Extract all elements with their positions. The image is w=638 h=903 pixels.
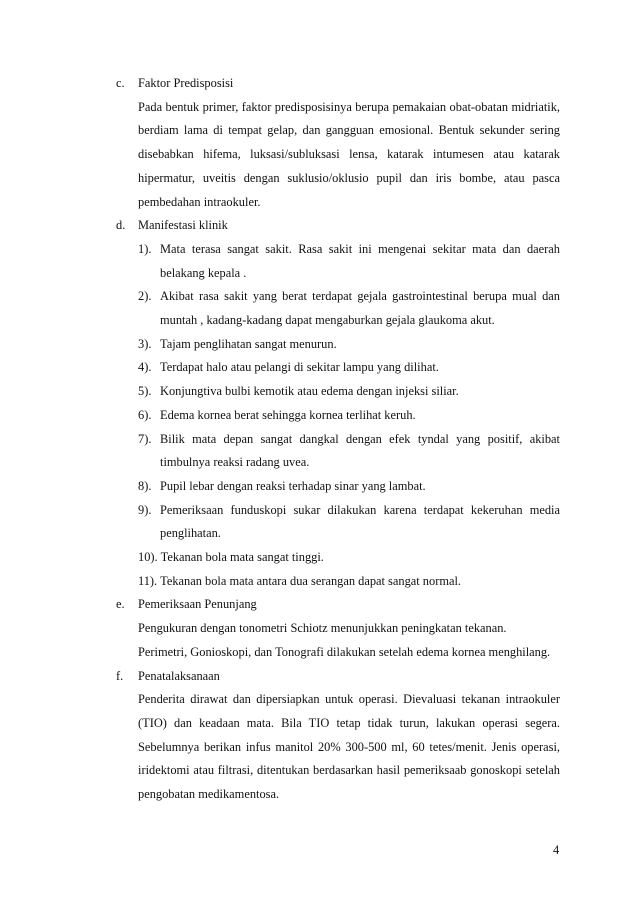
section-heading-row <box>116 665 560 689</box>
list-item-text: Pupil lebar dengan reaksi terhadap sinar yang lambat. <box>160 478 426 493</box>
section-letter: e. <box>116 597 125 612</box>
paragraph: Pada bentuk primer, faktor predisposisinya berupa pemakaian obat-obatan midriatik, berdiam lama di tempat gelap, dan gangguan emosional. Bentuk sekunder sering disebabkan hifema, luksasi/subluksasi lensa, katarak intumesen atau katarak hipermatur, uveitis dengan suklusio/oklusio pupil dan iris bombe, atau pasca pembedahan intraokuler. <box>138 99 560 209</box>
section-heading: Faktor Predisposisi <box>138 76 234 90</box>
section-penatalaksanaan <box>116 665 560 807</box>
section-body <box>116 96 560 215</box>
list-item-number: 2). <box>138 289 152 304</box>
list-item-text: Terdapat halo atau pelangi di sekitar lampu yang dilihat. <box>160 360 439 375</box>
list-item <box>138 499 560 546</box>
symptom-list <box>138 238 560 594</box>
section-pemeriksaan-penunjang <box>116 593 560 664</box>
section-heading: Manifestasi klinik <box>138 218 228 233</box>
section-body <box>116 617 560 664</box>
list-item-text: Bilik mata depan sangat dangkal dengan efek tyndal yang positif, akibat timbulnya reaksi radang uvea. <box>160 431 560 470</box>
page-number: 4 <box>553 843 560 857</box>
list-item-text: Tekanan bola mata sangat tinggi. <box>160 550 324 565</box>
list-item <box>138 475 560 499</box>
list-item-text: Tekanan bola mata antara dua serangan dapat sangat normal. <box>160 573 462 588</box>
section-heading: Pemeriksaan Penunjang <box>138 597 257 612</box>
list-item <box>138 428 560 475</box>
list-item-number: 1). <box>138 241 152 256</box>
list-item <box>138 238 560 285</box>
list-item-number: 8). <box>138 478 152 493</box>
section-faktor-predisposisi <box>116 72 560 214</box>
list-item <box>138 546 560 570</box>
list-item-text: Mata terasa sangat sakit. Rasa sakit ini mengenai sekitar mata dan daerah belakang kepala . <box>160 241 560 280</box>
list-item-number: 6). <box>138 407 152 422</box>
list-item-number: 4). <box>138 360 152 375</box>
list-item <box>138 570 560 594</box>
section-heading-row <box>116 72 560 96</box>
list-item <box>138 333 560 357</box>
section-heading-row <box>116 593 560 617</box>
list-item-number: 5). <box>138 384 152 399</box>
section-heading-row <box>116 214 560 238</box>
list-item-text: Konjungtiva bulbi kemotik atau edema dengan injeksi siliar. <box>160 384 459 399</box>
list-item-text: Pemeriksaan funduskopi sukar dilakukan karena terdapat kekeruhan media penglihatan. <box>160 502 560 541</box>
document-content <box>116 72 560 807</box>
list-item <box>138 380 560 404</box>
paragraph: Pengukuran dengan tonometri Schiotz menunjukkan peningkatan tekanan. <box>138 621 507 636</box>
list-item-number: 3). <box>138 336 152 351</box>
list-item <box>138 285 560 332</box>
paragraph: Perimetri, Gonioskopi, dan Tonografi dilakukan setelah edema kornea menghilang. <box>138 644 551 659</box>
list-item-number: 10). <box>138 550 158 565</box>
list-item-text: Tajam penglihatan sangat menurun. <box>160 336 337 351</box>
section-body <box>116 688 560 807</box>
list-item <box>138 356 560 380</box>
list-item-number: 9). <box>138 502 152 517</box>
list-item-text: Akibat rasa sakit yang berat terdapat gejala gastrointestinal berupa mual dan muntah , kadang-kadang dapat mengaburkan gejala glaukoma akut. <box>160 289 560 327</box>
list-item-number: 11). <box>138 573 158 588</box>
section-heading: Penatalaksanaan <box>138 668 220 683</box>
section-letter: f. <box>116 668 124 683</box>
paragraph: Penderita dirawat dan dipersiapkan untuk operasi. Dievaluasi tekanan intraokuler (TIO) dan keadaan mata. Bila TIO tetap tidak turun, lakukan operasi segera. Sebelumnya berikan infus manitol 20% 300-500 ml, 60 tetes/menit. Jenis operasi, iridektomi atau filtrasi, ditentukan berdasarkan hasil pemeriksaab gonoskopi setelah pengobatan medikamentosa. <box>138 692 560 802</box>
list-item-text: Edema kornea berat sehingga kornea terlihat keruh. <box>160 407 416 422</box>
section-letter: d. <box>116 218 126 233</box>
section-letter: c. <box>116 76 125 90</box>
list-item <box>138 404 560 428</box>
section-body <box>116 238 560 594</box>
list-item-number: 7). <box>138 431 152 446</box>
section-manifestasi-klinik <box>116 214 560 593</box>
